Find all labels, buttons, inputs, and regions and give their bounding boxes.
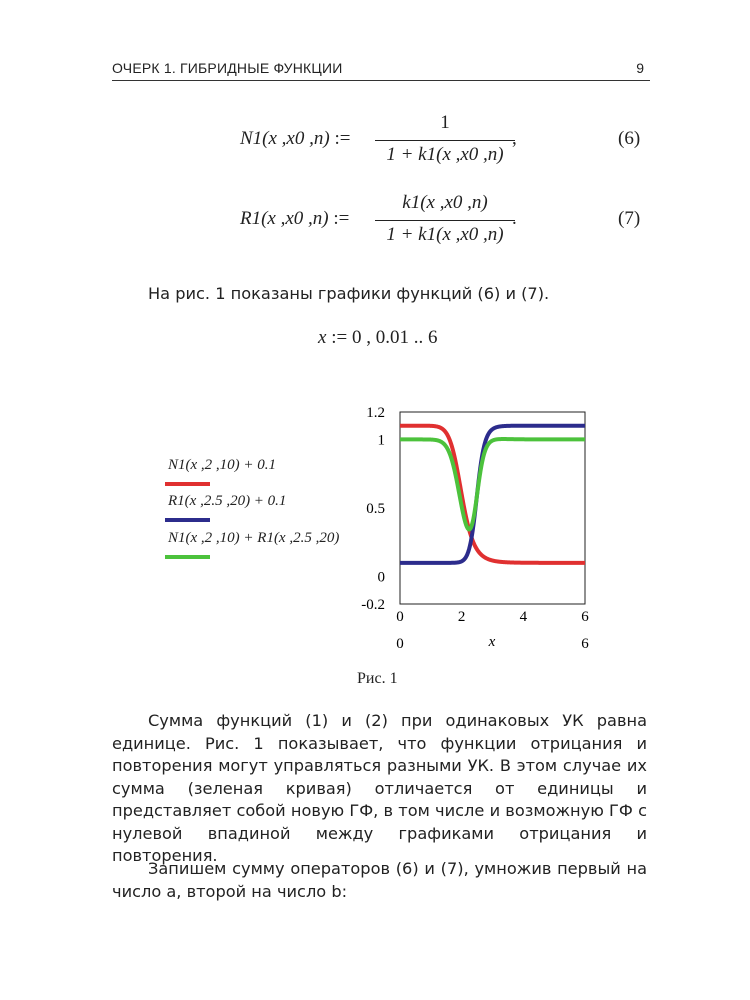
y-tick-label: 1.2 — [366, 405, 385, 421]
y-tick-label: 0 — [377, 569, 385, 586]
y-tick-label: 0.5 — [366, 501, 385, 517]
chapter-title: ОЧЕРК 1. ГИБРИДНЫЕ ФУНКЦИИ — [112, 60, 343, 76]
equation-7-lhs: R1(x ,x0 ,n) := — [240, 208, 350, 229]
equation-6-punct: , — [512, 128, 517, 149]
page-number: 9 — [636, 60, 644, 76]
x-axis-label: x — [488, 634, 496, 650]
y-tick-label: -0.2 — [361, 597, 385, 613]
figure-caption: Рис. 1 — [357, 670, 398, 687]
series-line-1 — [400, 426, 585, 563]
chart-curves — [400, 426, 585, 563]
equation-7-number: (7) — [618, 208, 641, 229]
series-line-2 — [400, 426, 585, 563]
equation-6-fraction — [375, 112, 515, 166]
paragraph-1: Сумма функций (1) и (2) при одинаковых УК равна единице. Рис. 1 показывает, что функции отрицания и повторения могут управляться разными УК. В этом случае их сумма (зеленая кривая) отличается от единицы и представляет собой новую ГФ, в том числе и возможную ГФ с нулевой впадиной между графиками отрицания и повторения. — [112, 711, 647, 865]
equation-6-number: (6) — [618, 128, 641, 149]
x-tick-label: 0 — [396, 609, 404, 625]
x-axis-ticks — [396, 609, 589, 625]
x-definition: x := 0 , 0.01 .. 6 — [318, 327, 438, 348]
legend-label-3: N1(x ,2 ,10) + R1(x ,2.5 ,20) — [168, 530, 340, 546]
legend-swatch-2 — [165, 518, 210, 522]
equation-6-numerator: 1 — [440, 112, 450, 133]
series-line-3 — [400, 439, 585, 529]
legend-swatch-1 — [165, 482, 210, 486]
equation-6-lhs: N1(x ,x0 ,n) := — [240, 128, 351, 149]
paragraph-2: Запишем сумму операторов (6) и (7), умножив первый на число a, второй на число b: — [112, 859, 647, 901]
y-tick-label: 1 — [377, 432, 385, 449]
equation-7-punct: . — [512, 208, 517, 229]
equation-6 — [240, 112, 540, 172]
legend-label-2: R1(x ,2.5 ,20) + 0.1 — [168, 493, 287, 509]
x-range-right: 6 — [581, 636, 589, 652]
x-tick-label: 6 — [581, 609, 589, 625]
equation-6-denominator: 1 + k1(x ,x0 ,n) — [386, 144, 504, 165]
equation-7-fraction — [375, 192, 515, 246]
equation-7-denominator: 1 + k1(x ,x0 ,n) — [386, 224, 504, 245]
running-header — [112, 58, 650, 81]
legend-label-1: N1(x ,2 ,10) + 0.1 — [168, 457, 277, 473]
equation-7 — [240, 192, 540, 252]
plot-frame — [400, 412, 585, 604]
legend-swatch-3 — [165, 555, 210, 559]
x-tick-label: 4 — [519, 609, 528, 625]
x-tick-label: 2 — [457, 609, 466, 625]
x-range-left: 0 — [396, 636, 404, 652]
equation-7-numerator: k1(x ,x0 ,n) — [402, 192, 488, 213]
y-axis-ticks — [361, 405, 385, 613]
intro-text: На рис. 1 показаны графики функций (6) и (7). — [148, 284, 550, 303]
